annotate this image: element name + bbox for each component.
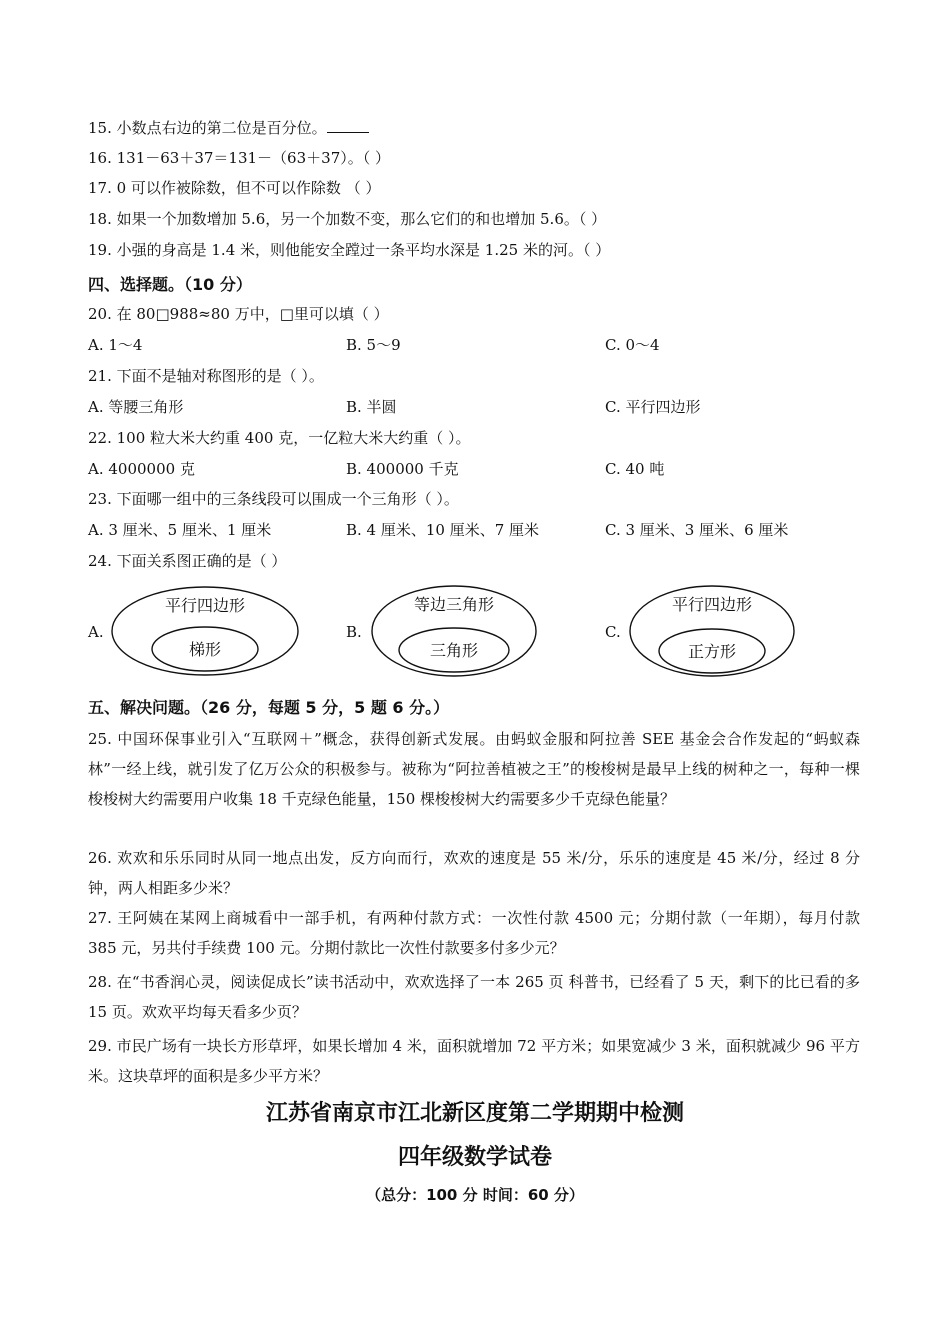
question-23-stem: 23. 下面哪一组中的三条线段可以围成一个三角形（ ）。 — [88, 490, 459, 508]
question-24-option-b-label: B. — [346, 623, 362, 641]
question-24-option-a-label: A. — [88, 623, 104, 641]
question-23-option-a: A. 3 厘米、5 厘米、1 厘米 — [88, 521, 272, 539]
question-15 — [88, 118, 369, 138]
question-20-option-c: C. 0～4 — [605, 336, 660, 354]
problem-25: 25. 中国环保事业引入“互联网＋”概念，获得创新式发展。由蚂蚁金服和阿拉善 SEE 基金会合作发起的“蚂蚁森林”一经上线，就引发了亿万公众的积极参与。被称为“阿拉善植被之王”的梭梭树是最早上线的树种之一，每种一棵梭梭树大约需要用户收集 18 千克绿色能量，150 棵梭梭树大约需要多少千克绿色能量？ — [88, 730, 860, 808]
question-21-option-b: B. 半圆 — [346, 398, 397, 416]
diagram-c-inner-label: 正方形 — [687, 642, 737, 661]
diagram-b-outer-label: 等边三角形 — [413, 595, 495, 614]
question-20-stem: 20. 在 80□988≈80 万中，□里可以填（ ） — [88, 305, 389, 323]
question-21-option-a: A. 等腰三角形 — [88, 398, 184, 416]
problem-27: 27. 王阿姨在某网上商城看中一部手机，有两种付款方式：一次性付款 4500 元；分期付款（一年期），每月付款 385 元，另共付手续费 100 元。分期付款比一次性付款要多付多少元？ — [88, 909, 860, 957]
diagram-a-outer-label: 平行四边形 — [164, 596, 246, 615]
exam-title: 江苏省南京市江北新区度第二学期期中检测 — [265, 1101, 684, 1126]
diagram-c — [626, 582, 798, 680]
question-23-option-c: C. 3 厘米、3 厘米、6 厘米 — [605, 521, 789, 539]
diagram-b — [368, 582, 540, 680]
question-23-option-b: B. 4 厘米、10 厘米、7 厘米 — [346, 521, 540, 539]
question-15-text: 15. 小数点右边的第二位是百分位。 — [88, 119, 327, 137]
section-5-heading: 五、解决问题。（26 分，每题 5 分，5 题 6 分。） — [88, 698, 450, 717]
diagram-a — [108, 583, 302, 679]
question-20-option-a: A. 1～4 — [88, 336, 143, 354]
question-20-option-b: B. 5～9 — [346, 336, 401, 354]
question-16: 16. 131－63＋37＝131－（63＋37）。（ ） — [88, 149, 391, 167]
question-22-option-b: B. 400000 千克 — [346, 460, 459, 478]
diagram-c-outer-label: 平行四边形 — [671, 595, 753, 614]
exam-info: （总分：100 分 时间：60 分） — [366, 1186, 584, 1204]
problem-28: 28. 在“书香润心灵，阅读促成长”读书活动中，欢欢选择了一本 265 页 科普书，已经看了 5 天，剩下的比已看的多 15 页。欢欢平均每天看多少页？ — [88, 973, 860, 1021]
question-24-stem: 24. 下面关系图正确的是（ ） — [88, 552, 287, 570]
question-19: 19. 小强的身高是 1.4 米，则他能安全蹚过一条平均水深是 1.25 米的河。（ ） — [88, 241, 611, 259]
question-22-option-c: C. 40 吨 — [605, 460, 665, 478]
section-4-heading: 四、选择题。（10 分） — [88, 275, 252, 294]
answer-blank[interactable] — [327, 118, 369, 133]
question-24-option-c-label: C. — [605, 623, 621, 641]
exam-subtitle: 四年级数学试卷 — [397, 1145, 552, 1170]
question-21-option-c: C. 平行四边形 — [605, 398, 701, 416]
question-21-stem: 21. 下面不是轴对称图形的是（ ）。 — [88, 367, 324, 385]
question-18: 18. 如果一个加数增加 5.6，另一个加数不变，那么它们的和也增加 5.6。（ ） — [88, 210, 607, 228]
question-22-stem: 22. 100 粒大米大约重 400 克，一亿粒大米大约重（ ）。 — [88, 429, 471, 447]
question-17: 17. 0 可以作被除数，但不可以作除数 （ ） — [88, 179, 381, 197]
question-22-option-a: A. 4000000 克 — [88, 460, 195, 478]
problem-26: 26. 欢欢和乐乐同时从同一地点出发，反方向而行，欢欢的速度是 55 米/分，乐乐的速度是 45 米/分，经过 8 分钟，两人相距多少米？ — [88, 849, 860, 897]
diagram-a-inner-label: 梯形 — [188, 640, 222, 659]
diagram-b-inner-label: 三角形 — [429, 641, 479, 660]
problem-29: 29. 市民广场有一块长方形草坪，如果长增加 4 米，面积就增加 72 平方米；如果宽减少 3 米，面积就减少 96 平方米。这块草坪的面积是多少平方米？ — [88, 1037, 860, 1085]
